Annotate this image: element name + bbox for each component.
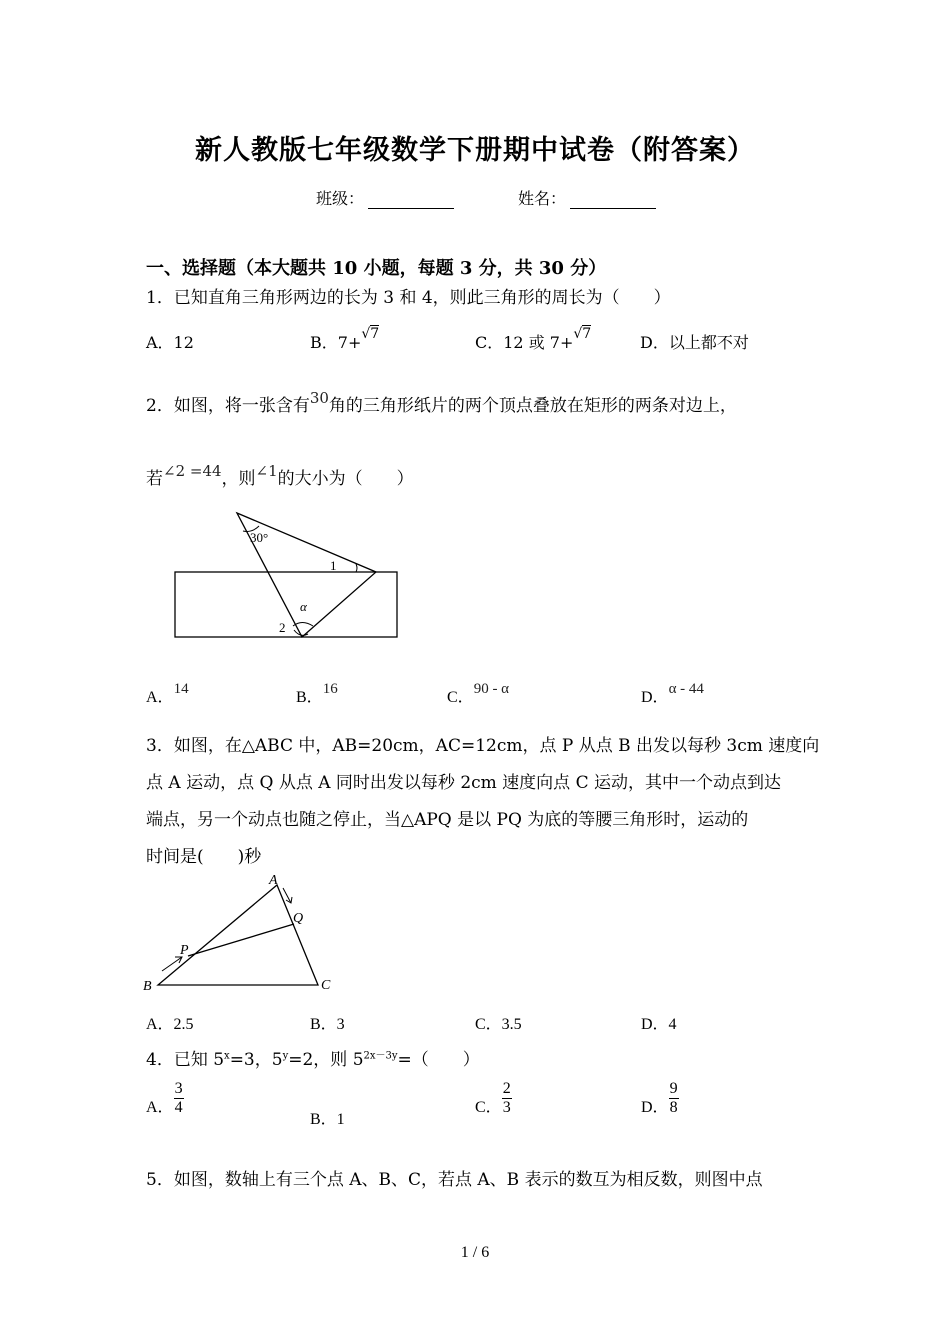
question-3-line4: 时间是( )秒 xyxy=(146,847,262,867)
q2-option-c-label: C． xyxy=(447,689,474,706)
q4-text-4: =（ ） xyxy=(397,1050,480,1070)
triangle-abc xyxy=(158,885,318,985)
q2-option-c-value: 90 - α xyxy=(473,681,510,697)
q1-option-d: D．以上都不对 xyxy=(640,333,749,352)
denominator: 3 xyxy=(502,1099,511,1116)
q3-figure xyxy=(140,868,340,996)
numerator: 2 xyxy=(502,1080,511,1097)
sqrt-icon: √7 xyxy=(361,326,380,342)
q3-option-c: C．3.5 xyxy=(475,1016,522,1033)
q4-sup-x: x xyxy=(224,1050,230,1062)
question-3-line3: 端点，另一个动点也随之停止，当△APQ 是以 PQ 为底的等腰三角形时，运动的 xyxy=(146,810,749,830)
question-4-stem xyxy=(146,1045,480,1070)
q2-math-angle1: ∠1 xyxy=(255,462,278,480)
q4-fraction-a xyxy=(174,1080,184,1117)
question-3-line1: 3．如图，在△ABC 中，AB=20cm，AC=12cm，点 P 从点 B 出发以每秒 3cm 速度向 xyxy=(146,736,820,756)
denominator: 4 xyxy=(174,1099,183,1116)
q2-option-d xyxy=(641,681,704,707)
q1-option-c-text: C．12 或 7+ xyxy=(475,333,574,352)
q1-option-b xyxy=(310,326,380,353)
q3-option-a: A．2.5 xyxy=(146,1016,194,1033)
label-c: C xyxy=(321,978,331,993)
page-title: 新人教版七年级数学下册期中试卷（附答案） xyxy=(195,135,755,166)
page-number: 1 / 6 xyxy=(460,1244,490,1261)
label-30: 30° xyxy=(250,530,269,545)
q1-option-c xyxy=(475,326,592,353)
q2-option-d-label: D． xyxy=(641,689,669,706)
q1-option-b-text: B．7+ xyxy=(310,333,362,352)
label-alpha: α xyxy=(300,599,307,614)
q2-option-a-value: 14 xyxy=(173,681,189,697)
q2-option-d-value: α - 44 xyxy=(668,681,704,697)
q3-option-b: B．3 xyxy=(310,1016,345,1033)
question-2-stem-line2 xyxy=(146,464,414,489)
q4-text-1: 4．已知 5 xyxy=(146,1050,225,1070)
section-heading: 一、选择题（本大题共 10 小题，每题 3 分，共 30 分） xyxy=(146,258,607,279)
q4-sup-y: y xyxy=(282,1050,289,1062)
numerator: 9 xyxy=(669,1080,678,1097)
name-label: 姓名： xyxy=(518,189,567,208)
q4-option-d xyxy=(641,1080,679,1117)
rectangle-shape xyxy=(175,572,397,637)
sqrt-radicand: 7 xyxy=(582,326,592,342)
label-2: 2 xyxy=(279,620,286,635)
q2-option-c xyxy=(447,681,510,707)
class-field xyxy=(316,186,454,209)
q4-text-3: =2，则 5 xyxy=(288,1050,364,1070)
name-field xyxy=(518,186,656,209)
q2-text-b: 角的三角形纸片的两个顶点叠放在矩形的两条对边上， xyxy=(328,396,737,416)
question-3-line2: 点 A 运动，点 Q 从点 A 同时出发以每秒 2cm 速度向点 C 运动，其中一个动点到达 xyxy=(146,773,781,793)
label-p: P xyxy=(180,943,189,958)
question-1-stem: 1．已知直角三角形两边的长为 3 和 4，则此三角形的周长为（ ） xyxy=(146,288,671,308)
q4-option-d-label: D． xyxy=(641,1099,669,1116)
angle-1-arc xyxy=(356,564,357,572)
segment-pq xyxy=(188,924,294,956)
q2-option-b-label: B． xyxy=(296,689,323,706)
q3-option-d: D．4 xyxy=(641,1016,677,1033)
q4-fraction-c xyxy=(502,1080,512,1117)
label-1: 1 xyxy=(330,558,337,573)
label-a: A xyxy=(269,873,278,888)
q2-text-a: 2．如图，将一张含有 xyxy=(146,396,310,416)
class-label: 班级： xyxy=(316,189,365,208)
q4-sup-exp: 2x－3y xyxy=(363,1050,398,1062)
denominator: 8 xyxy=(669,1099,678,1116)
q4-option-c-label: C． xyxy=(475,1099,502,1116)
q1-option-a: A．12 xyxy=(146,333,194,352)
q4-option-c xyxy=(475,1080,512,1117)
q2-math-30: 30 xyxy=(309,389,329,407)
numerator: 3 xyxy=(174,1080,183,1097)
q4-option-a xyxy=(146,1080,184,1117)
q2-text-d: ，则 xyxy=(221,469,256,489)
q4-text-2: =3，5 xyxy=(229,1050,283,1070)
label-b: B xyxy=(143,979,152,994)
q2-option-a xyxy=(146,681,189,707)
q2-text-e: 的大小为（ ） xyxy=(277,469,414,489)
q2-option-a-label: A． xyxy=(146,689,174,706)
class-blank xyxy=(368,190,454,209)
q2-math-angle2: ∠2 =44 xyxy=(163,462,222,480)
q2-text-c: 若 xyxy=(146,469,163,489)
name-blank xyxy=(570,190,656,209)
q4-option-a-label: A． xyxy=(146,1099,174,1116)
question-5-stem: 5．如图，数轴上有三个点 A、B、C，若点 A、B 表示的数互为相反数，则图中点 xyxy=(146,1170,763,1190)
q4-option-b: B．1 xyxy=(310,1111,345,1128)
label-q: Q xyxy=(293,911,304,926)
q2-option-b-value: 16 xyxy=(322,681,338,697)
sqrt-icon: √7 xyxy=(573,326,592,342)
question-2-stem-line1 xyxy=(146,391,737,416)
sqrt-radicand: 7 xyxy=(370,326,380,342)
arrow-p-icon xyxy=(162,957,182,971)
q2-option-b xyxy=(296,681,338,707)
q2-figure xyxy=(170,506,405,642)
q4-fraction-d xyxy=(669,1080,679,1117)
